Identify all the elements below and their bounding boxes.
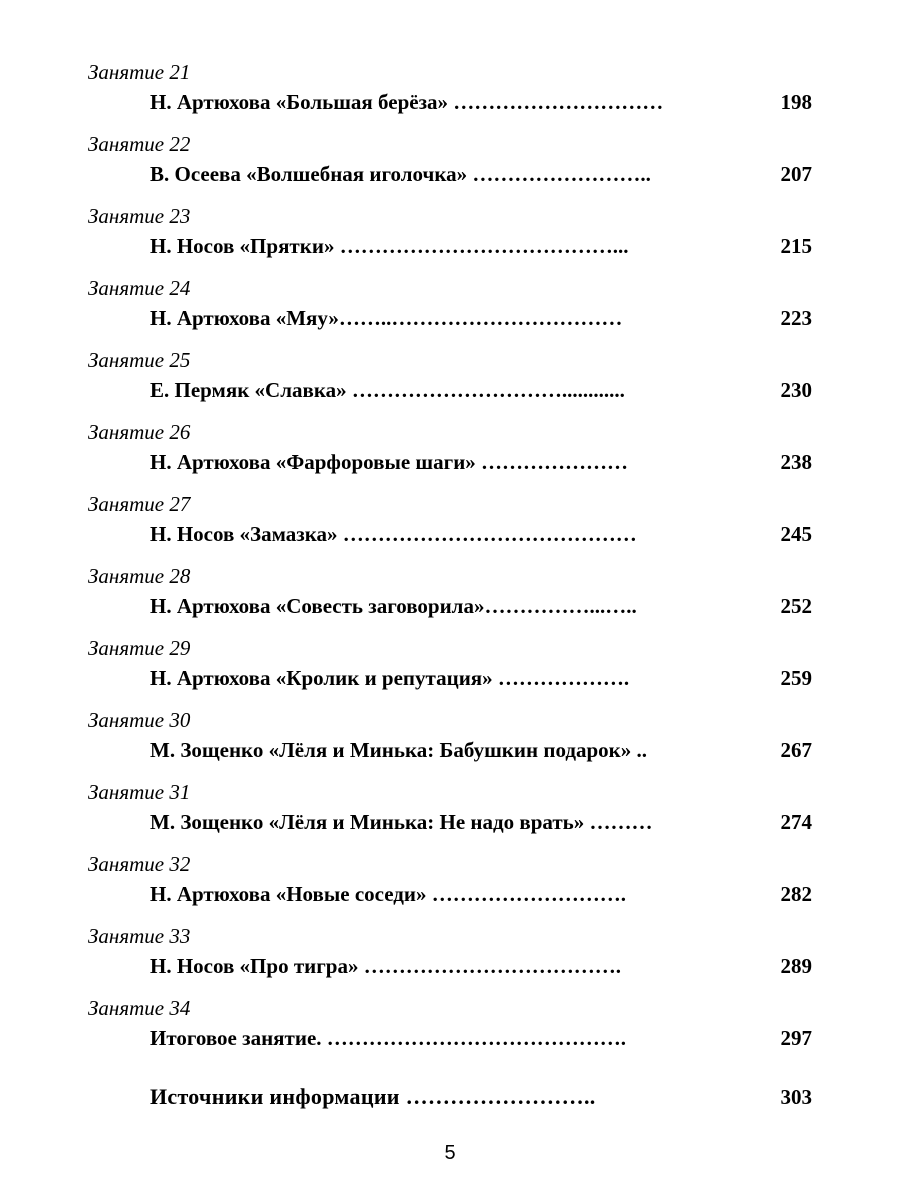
lesson-label: Занятие 29 xyxy=(88,636,191,660)
entry-title: М. Зощенко «Лёля и Минька: Бабушкин подарок» .. xyxy=(150,738,647,762)
entry-title: Н. Артюхова «Большая берёза» ………………………… xyxy=(150,90,664,114)
lesson-label: Занятие 23 xyxy=(88,204,191,228)
lesson-label: Занятие 22 xyxy=(88,132,191,156)
entry-page-number: 289 xyxy=(780,954,812,978)
toc-entry xyxy=(0,564,900,628)
toc-entry xyxy=(0,996,900,1060)
entry-title: Н. Артюхова «Фарфоровые шаги» ………………… xyxy=(150,450,629,474)
lesson-label: Занятие 34 xyxy=(88,996,191,1020)
entry-page-number: 198 xyxy=(780,90,812,114)
entry-page-number: 238 xyxy=(780,450,812,474)
sources-page-number: 303 xyxy=(780,1085,812,1109)
lesson-label: Занятие 31 xyxy=(88,780,191,804)
entry-page-number: 245 xyxy=(780,522,812,546)
lesson-label: Занятие 27 xyxy=(88,492,191,516)
entry-title: Е. Пермяк «Славка» …………………………............ xyxy=(150,378,625,402)
lesson-label: Занятие 28 xyxy=(88,564,191,588)
entry-title: Н. Носов «Замазка» …………………………………… xyxy=(150,522,637,546)
toc-entry xyxy=(0,708,900,772)
entry-page-number: 215 xyxy=(780,234,812,258)
entry-title: Н. Носов «Прятки» …………………………………... xyxy=(150,234,629,258)
toc-entry xyxy=(0,924,900,988)
lesson-label: Занятие 25 xyxy=(88,348,191,372)
entry-page-number: 297 xyxy=(780,1026,812,1050)
page-number-footer: 5 xyxy=(444,1142,456,1164)
toc-entry-sources xyxy=(0,1084,900,1114)
toc-entry xyxy=(0,636,900,700)
entry-page-number: 267 xyxy=(780,738,812,762)
entry-page-number: 259 xyxy=(780,666,812,690)
entry-title: Итоговое занятие. ……………………………………. xyxy=(150,1026,627,1050)
entry-title: Н. Артюхова «Совесть заговорила»……………...….. xyxy=(150,594,637,618)
entry-page-number: 207 xyxy=(780,162,812,186)
toc-entry xyxy=(0,60,900,124)
entry-title: Н. Артюхова «Мяу»……..…………………………… xyxy=(150,306,623,330)
entry-title: Н. Артюхова «Кролик и репутация» ………………. xyxy=(150,666,630,690)
entry-page-number: 230 xyxy=(780,378,812,402)
lesson-label: Занятие 30 xyxy=(88,708,191,732)
entry-title: Н. Носов «Про тигра» ………………………………. xyxy=(150,954,621,978)
lesson-label: Занятие 26 xyxy=(88,420,191,444)
entry-title: В. Осеева «Волшебная иголочка» …………………….. xyxy=(150,162,651,186)
toc-entry xyxy=(0,276,900,340)
entry-title: Н. Артюхова «Новые соседи» ………………………. xyxy=(150,882,626,906)
lesson-label: Занятие 33 xyxy=(88,924,191,948)
entry-page-number: 223 xyxy=(780,306,812,330)
toc-entry xyxy=(0,348,900,412)
entry-page-number: 274 xyxy=(780,810,812,834)
toc-entry xyxy=(0,204,900,268)
lesson-label: Занятие 32 xyxy=(88,852,191,876)
lesson-label: Занятие 21 xyxy=(88,60,191,84)
lesson-label: Занятие 24 xyxy=(88,276,191,300)
toc-entry xyxy=(0,780,900,844)
entry-page-number: 282 xyxy=(780,882,812,906)
toc-entry xyxy=(0,132,900,196)
toc-entry xyxy=(0,420,900,484)
entry-title: М. Зощенко «Лёля и Минька: Не надо врать» ……… xyxy=(150,810,653,834)
entry-page-number: 252 xyxy=(780,594,812,618)
toc-entry xyxy=(0,852,900,916)
toc-entry xyxy=(0,492,900,556)
sources-title: Источники информации …………………….. xyxy=(150,1084,596,1109)
